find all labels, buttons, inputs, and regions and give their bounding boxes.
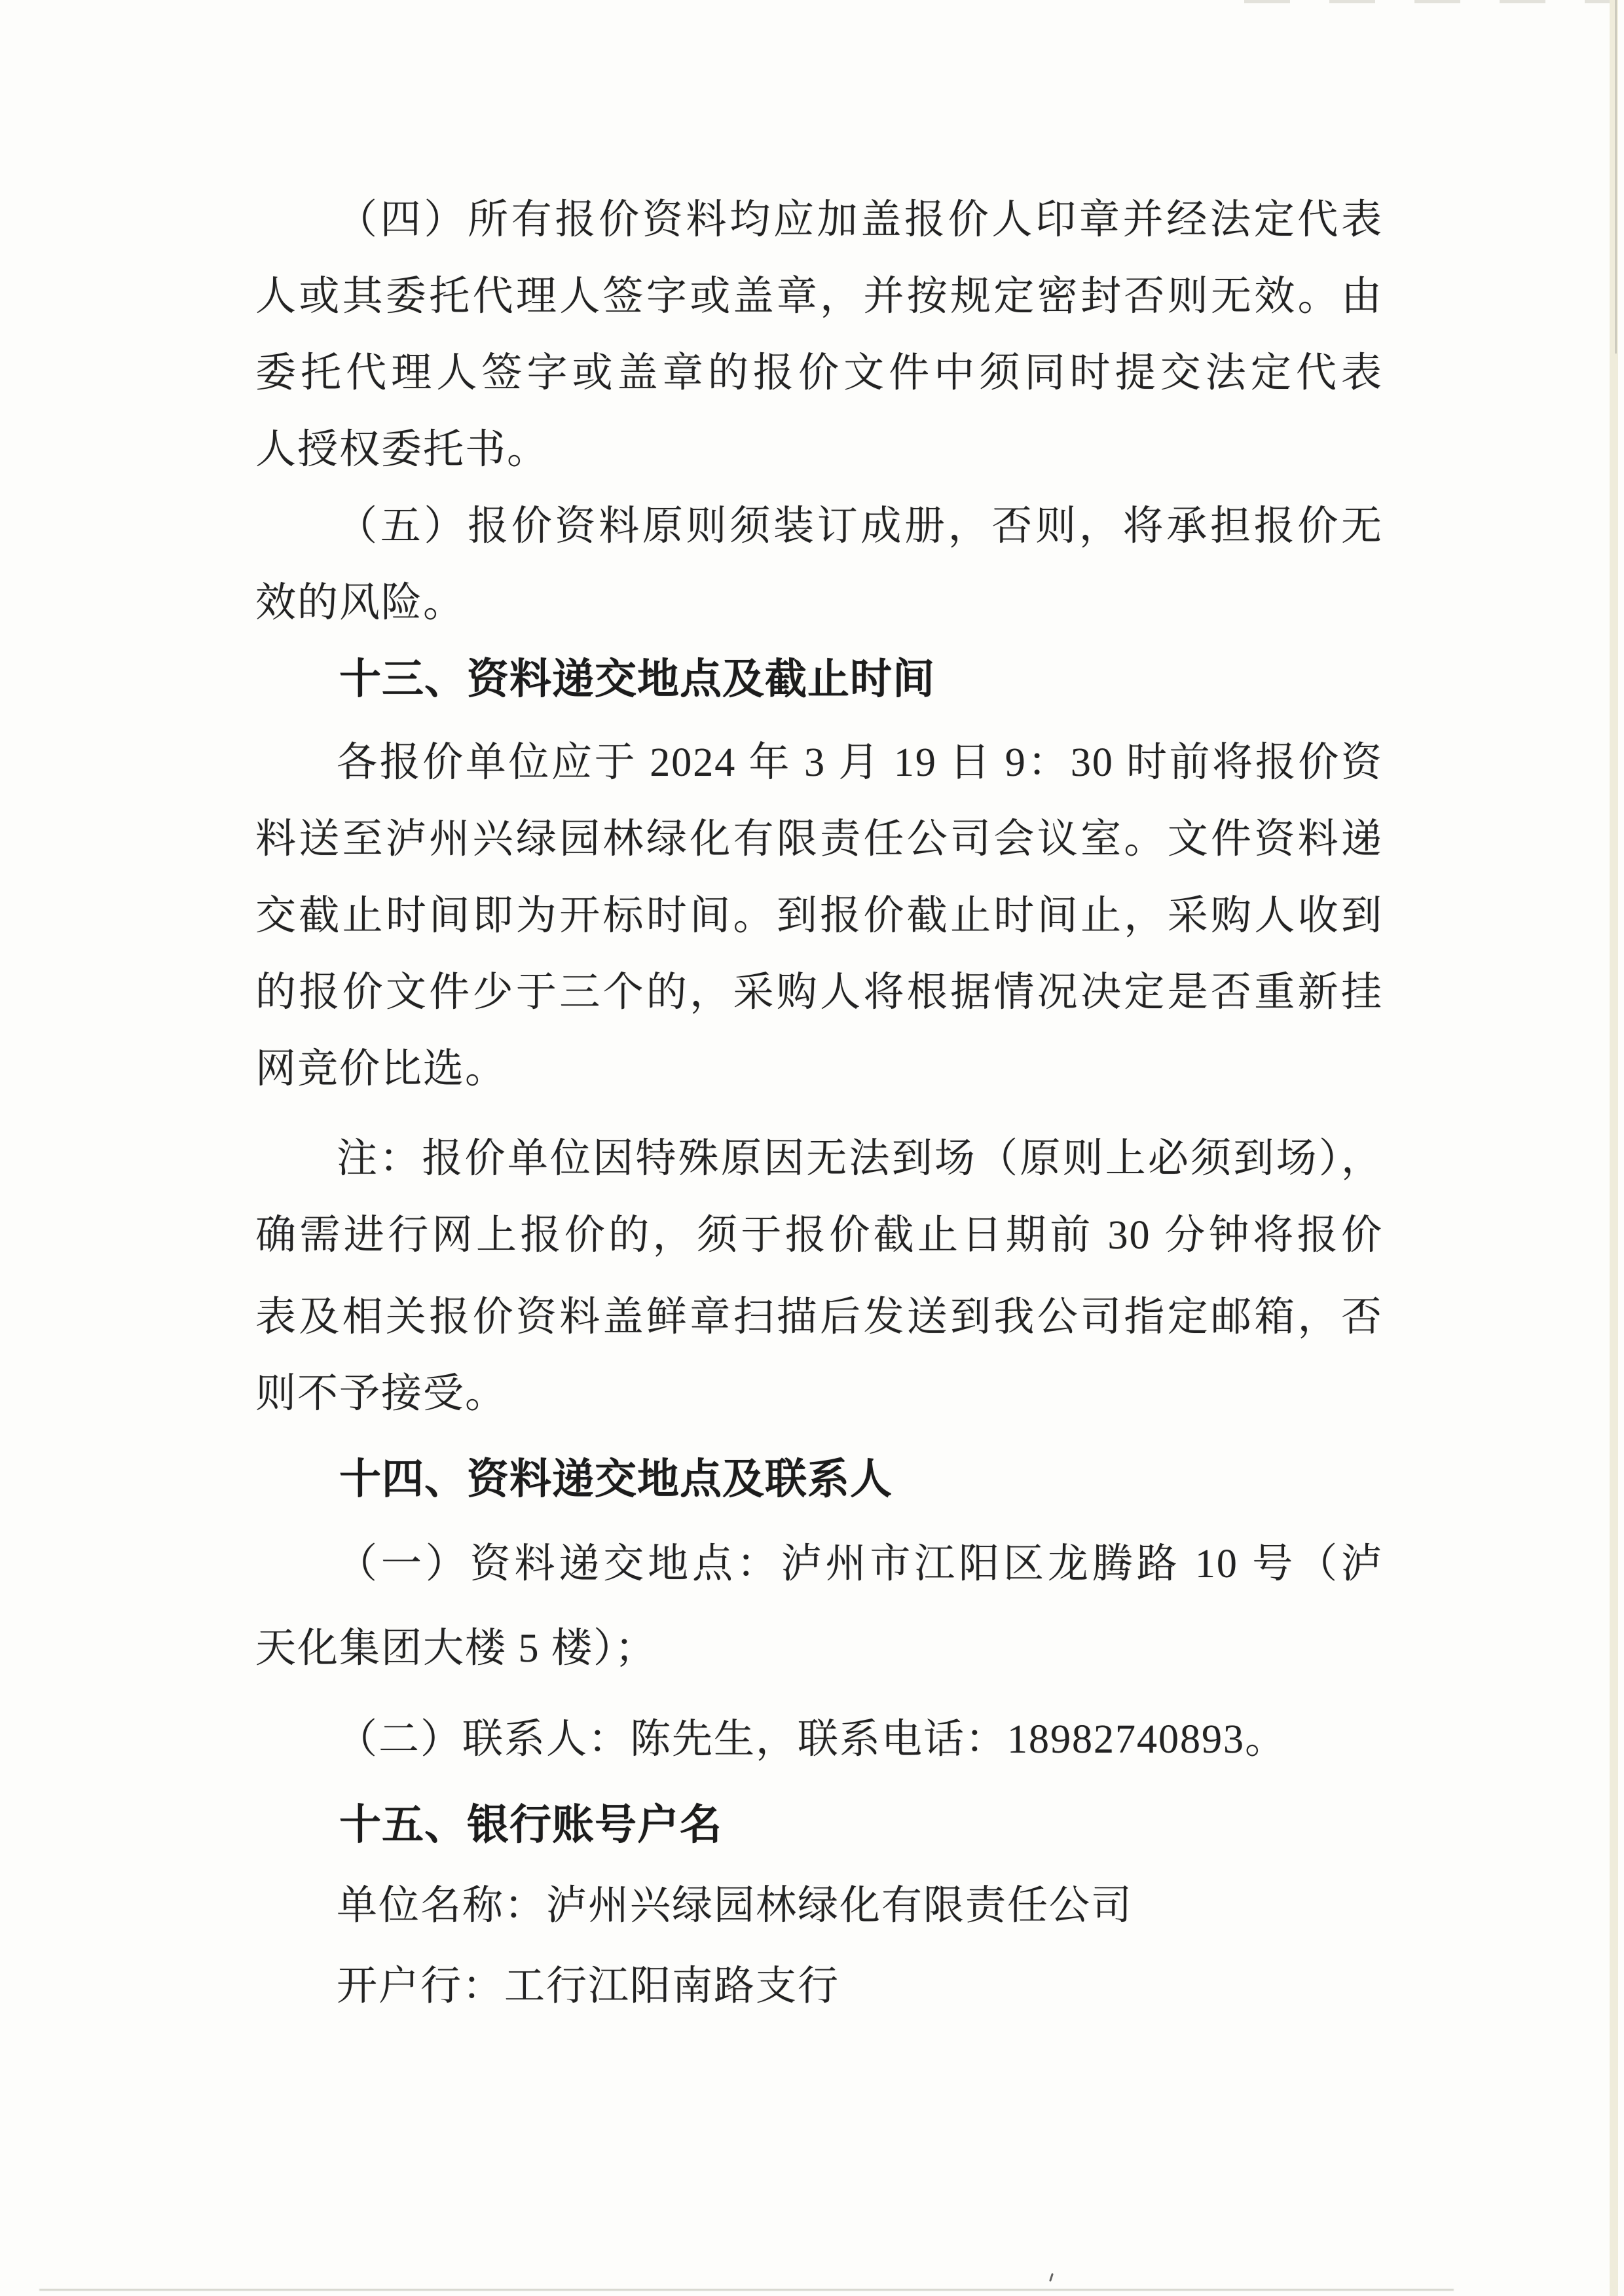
heading-section-15: 十五、银行账号户名 [339, 1801, 722, 1850]
heading-section-14: 十四、资料递交地点及联系人 [339, 1455, 893, 1504]
paragraph-line: 人或其委托代理人签字或盖章，并按规定密封否则无效。由 [255, 274, 1383, 319]
paragraph-line: （五）报价资料原则须装订成册，否则，将承担报价无 [337, 504, 1383, 549]
paragraph-line: 人授权委托书。 [255, 428, 549, 472]
note-paragraph-line: 注：报价单位因特殊原因无法到场（原则上必须到场）， [337, 1137, 1383, 1181]
paragraph-line: 委托代理人签字或盖章的报价文件中须同时提交法定代表 [255, 351, 1383, 395]
paragraph-line: 的报价文件少于三个的，采购人将根据情况决定是否重新挂 [255, 970, 1383, 1015]
paragraph-line: 料送至泸州兴绿园林绿化有限责任公司会议室。文件资料递 [255, 817, 1383, 862]
bank-branch-line: 开户行：工行江阳南路支行 [337, 1964, 840, 2009]
scan-top-edge-artifact [1244, 0, 1611, 3]
scan-speck [1049, 2273, 1054, 2282]
paragraph-line: 交截止时间即为开标时间。到报价截止时间止，采购人收到 [255, 894, 1383, 938]
account-name-line: 单位名称：泸州兴绿园林绿化有限责任公司 [337, 1884, 1134, 1928]
paragraph-line: （四）所有报价资料均应加盖报价人印章并经法定代表 [337, 198, 1383, 242]
heading-section-13: 十三、资料递交地点及截止时间 [339, 655, 935, 704]
paragraph-line: 效的风险。 [255, 581, 466, 625]
note-paragraph-line: 则不予接受。 [255, 1372, 507, 1416]
note-paragraph-line: 确需进行网上报价的，须于报价截止日期前 30 分钟将报价 [255, 1213, 1383, 1258]
scan-right-edge-line [1615, 0, 1617, 354]
contact-line: （二）联系人：陈先生，联系电话：18982740893。 [337, 1717, 1287, 1762]
note-paragraph-line: 表及相关报价资料盖鲜章扫描后发送到我公司指定邮箱，否 [255, 1295, 1383, 1339]
text-block [255, 182, 1383, 2025]
address-line: 天化集团大楼 5 楼）； [255, 1626, 657, 1671]
scan-right-edge-strip [1610, 0, 1618, 2296]
paragraph-line: 网竞价比选。 [255, 1047, 507, 1091]
paragraph-line: 各报价单位应于 2024 年 3 月 19 日 9：30 时前将报价资 [337, 740, 1383, 785]
address-line: （一）资料递交地点：泸州市江阳区龙腾路 10 号（泸 [337, 1542, 1383, 1586]
scan-bottom-edge-line [39, 2289, 1454, 2291]
